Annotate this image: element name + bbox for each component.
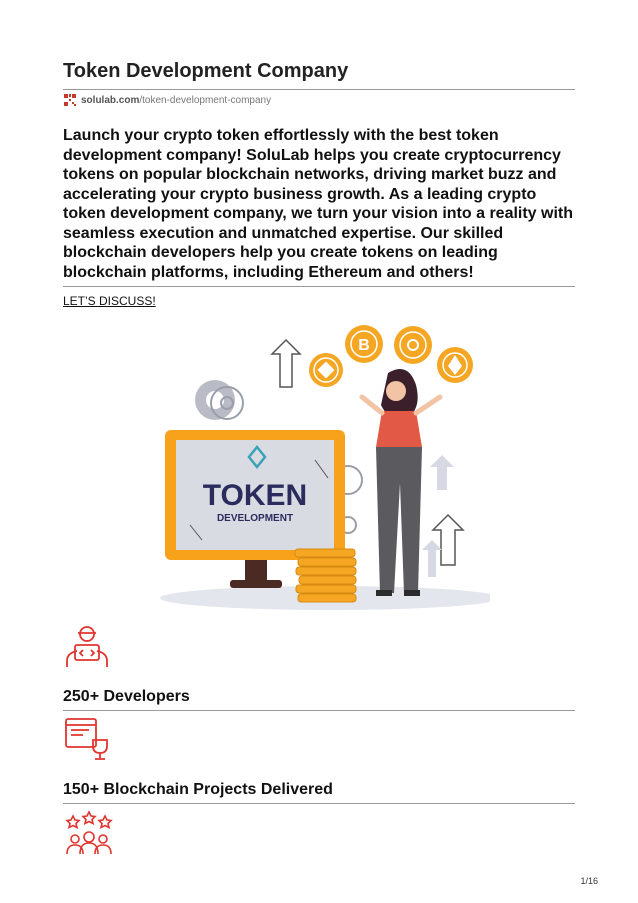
stat-divider xyxy=(63,803,575,804)
trophy-folder-icon xyxy=(63,716,113,762)
intro-paragraph: Launch your crypto token effortlessly with the best token development company! SoluLab helps you create cryptocurrency tokens on popular blockchain networks, driving market buzz and accelerating your crypto business growth. As a leading crypto token development company, we turn your vision into a reality with seamless execution and unmatched expertise. Our skilled blockchain developers help you create tokens on leading blockchain platforms, including Ethereum and others! xyxy=(63,127,574,281)
arrow-up-icon xyxy=(422,540,442,577)
coin-icon xyxy=(394,326,432,364)
lets-discuss-link[interactable]: LET’S DISCUSS! xyxy=(63,294,156,308)
page-title: Token Development Company xyxy=(63,60,349,82)
developer-icon xyxy=(63,623,111,669)
coin-icon xyxy=(309,353,343,387)
monitor-subtitle: DEVELOPMENT xyxy=(216,513,294,524)
stat-divider xyxy=(63,710,575,711)
source-line xyxy=(63,93,271,107)
arrow-up-icon xyxy=(433,515,463,565)
source-url[interactable]: solulab.com/token-development-company xyxy=(81,94,272,106)
stat-developers: 250+ Developers xyxy=(63,688,190,705)
page-number: 1/16 xyxy=(580,876,598,886)
team-stars-icon xyxy=(63,810,115,858)
arrow-up-icon xyxy=(272,340,300,387)
monitor-title: TOKEN xyxy=(202,479,308,512)
svg-text:B: B xyxy=(358,337,370,354)
intro-divider xyxy=(63,286,575,287)
arrow-up-icon xyxy=(430,455,454,490)
coin-icon xyxy=(345,325,383,363)
coin-icon xyxy=(437,347,473,383)
stat-projects: 150+ Blockchain Projects Delivered xyxy=(63,781,333,798)
coin-stack xyxy=(295,549,356,602)
qr-icon xyxy=(63,93,77,107)
token-development-illustration xyxy=(150,315,490,615)
title-divider xyxy=(63,89,575,90)
